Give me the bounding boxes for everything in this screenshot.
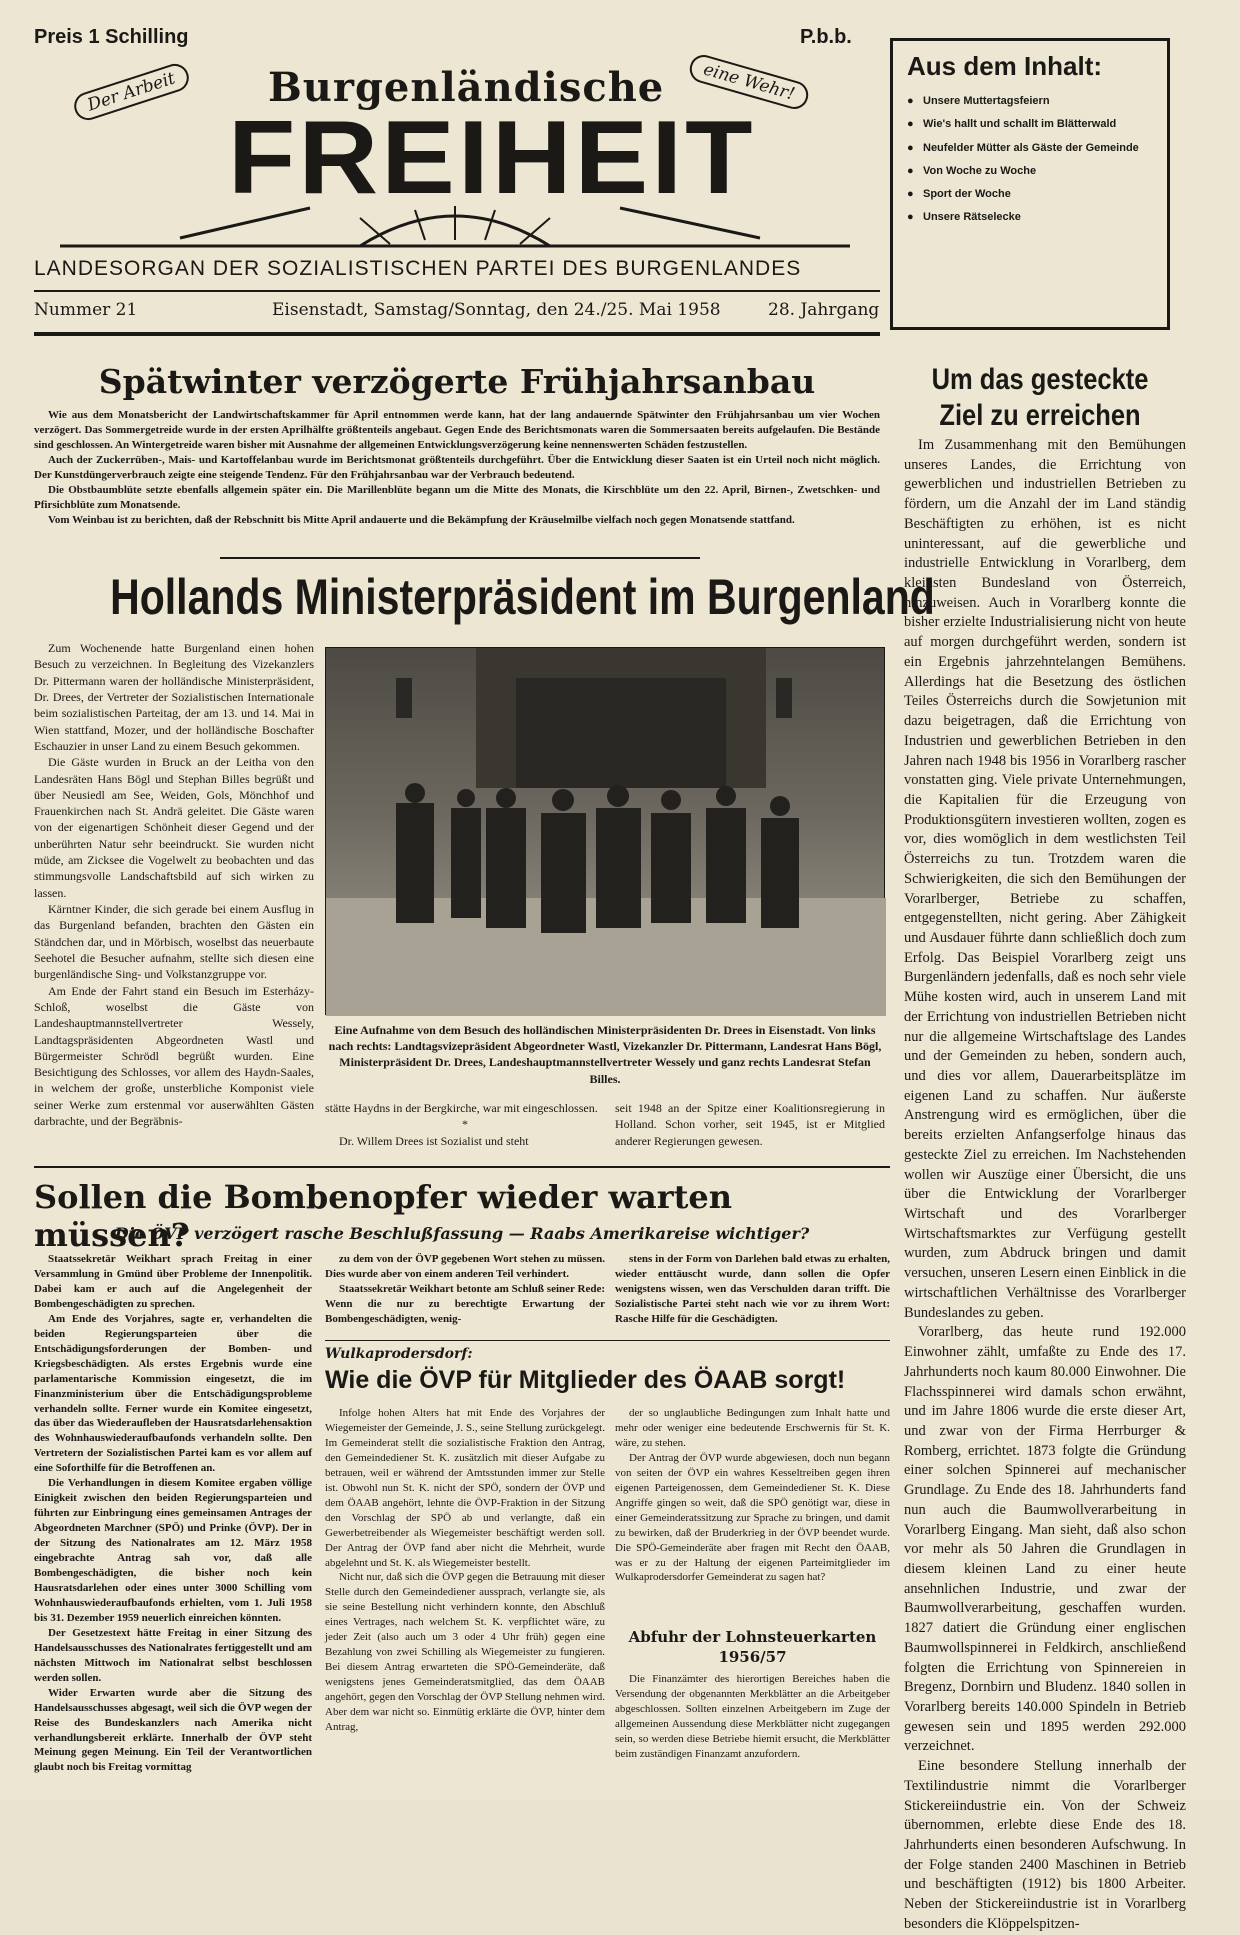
article5-separator — [325, 1340, 890, 1341]
organ-line: LANDESORGAN DER SOZIALISTISCHEN PARTEI DES BURGENLANDES — [34, 257, 802, 280]
issue-number: Nummer 21 — [34, 300, 138, 320]
article4-col3 — [615, 1252, 890, 1358]
article4-paragraph: zu dem von der ÖVP gegebenen Wort stehen zu müssen. Dies wurde aber von einem anderen Teil verhindert. — [325, 1253, 605, 1280]
contents-item: ● Unsere Muttertagsfeiern — [907, 94, 1153, 108]
article2-star: * — [462, 1117, 468, 1132]
contents-box — [890, 38, 1170, 330]
issue-date: Eisenstadt, Samstag/Sonntag, den 24./25. Mai 1958 — [272, 300, 721, 320]
ribbon-left: Der Arbeit — [71, 60, 193, 123]
article1-title: Spätwinter verzögerte Frühjahrsanbau — [98, 362, 816, 401]
article6-title-line1: Abfuhr der Lohnsteuerkarten — [628, 1628, 877, 1646]
article6-title — [615, 1628, 890, 1667]
price-label: Preis 1 Schilling — [34, 26, 189, 48]
ribbon-right: eine Wehr! — [687, 52, 812, 113]
article4-col2 — [325, 1252, 605, 1358]
article6-body — [615, 1672, 890, 1782]
article4-col1 — [34, 1252, 312, 1782]
article5-col2 — [615, 1406, 890, 1620]
article1-paragraph: Vom Weinbau ist zu berichten, daß der Rebschnitt bis Mitte April andauerte und die Bekämpfung der Kräuselmilbe vielfach noch gegen Monatsende stattfand. — [48, 513, 795, 526]
photo-caption: Eine Aufnahme von dem Besuch des holländischen Ministerpräsidenten Dr. Drees in Eisenstadt. Von links nach rechts: Landtagsvizepräsident Abgeordneter Wastl, Vizekanzler Dr. Pittermann, Landesrat Hans Bögl, Ministerpräsident Dr. Drees, Landeshauptmannstellvertreter Wessely und ganz rechts Landesrat Stefan Billes. — [328, 1023, 882, 1086]
issue-year: 28. Jahrgang — [768, 300, 880, 320]
article2-col2b-text: Dr. Willem Drees ist Sozialist und steht — [339, 1133, 529, 1148]
masthead-subtitle: Burgenländische — [268, 64, 665, 111]
article1-body — [34, 408, 880, 550]
article6-title-line2: 1956/57 — [718, 1647, 787, 1666]
article3-paragraph: Eine besondere Stellung innerhalb der Textilindustrie nimmt die Vorarlberger Stickereiindustrie ein. Von der Schweiz übernommen, erlebte diese Ende des 18. Jahrhunderts einen besonderen Aufschwung. In der Folge standen 2400 Maschinen in Betrieb und beschäftigten (1912) bis 1800 Arbeiter. Neben der Stickereiindustrie ist in Vorarlberg besonders die Klöppelspitzen- — [904, 1758, 1186, 1932]
article4-separator — [34, 1166, 890, 1168]
article3-title: Um das gesteckte Ziel zu erreichen — [931, 363, 1149, 432]
article4-title: Sollen die Bombenopfer wieder warten müssen? — [34, 1178, 732, 1254]
article1-paragraph: Auch der Zuckerrüben-, Mais- und Kartoffelanbau wurde im Berichtsmonat größtenteils durchgeführt. Über die Entwicklung dieser Saaten ist ein Urteil noch nicht möglich. Der Kunstdüngerverbrauch zeigte eine steigende Tendenz. Für den Frühjahrsanbau war der Verbrauch bedeutend. — [34, 453, 880, 481]
article1-separator — [220, 557, 700, 559]
article5-paragraph: Nicht nur, daß sich die ÖVP gegen die Betrauung mit dieser Stelle durch den Gemeindediener aussprach, verlangte sie, als sie seine Bestellung nicht verhindern konnte, den Abschluß eines Vertrages, nach welchem St. K. verpflichtet wäre, zu jeder Zeit (also auch um 3 oder 4 Uhr früh) gegen eine Bezahlung von zwei Schilling als Wiegemeister zu fungieren. Bei diesem Antrag erwarteten die SPÖ-Gemeinderäte, daß wenigstens jenes Gemeinderatsmitglied, das dem ÖAAB angehört, gegen den Vorschlag der ÖVP Stellung nehmen wird. Aber dem war nicht so. Einmütig erklärte die ÖVP, hinter dem Antrag, — [325, 1571, 605, 1734]
contents-item: ● Von Woche zu Woche — [907, 164, 1153, 178]
contents-item: ● Wie's hallt und schallt im Blätterwald — [907, 117, 1153, 131]
article3-paragraph: Im Zusammenhang mit den Bemühungen unseres Landes, die Errichtung von gewerblichen und industriellen Betrieben zu fördern, um die Anzahl der im Land ständig Beschäftigten zu erhöhen, ist es nicht uninteressant, auf die gewerbliche und industrielle Entwicklung in Vorarlberg, dem kleinsten Bundesland von Österreich, hinzuweisen. Auch in Vorarlberg konnte die bisher erzielte Industrialisierung nicht von heute auf morgen durchgeführt werden, sondern ist ein Ergebnis jahrzehntelangen Bemühens. Allerdings hat die Besetzung des östlichen Teiles Österreichs durch die Sowjetunion mit dazu beigetragen, daß die Errichtung von Industrien und gewerblichen Betrieben in den Jahren nach 1948 bis 1956 in Vorarlberg rascher vonstatten ging. Viele private Unternehmungen, die Kapitalien für die Erzeugung von Produktionsgütern investieren wollten, zogen es vor, dies womöglich in dem westlichsten Teil Österreichs zu tun. Trotzdem waren die Schwierigkeiten, die sich den Bemühungen der Vorarlberger, Betriebe zu schaffen, entgegenstellten, nicht gering. Aber Zähigkeit und Ausdauer führte dann schließlich doch zum Erfolg. Das Beispiel Vorarlberg zeigt uns Burgenländern jedenfalls, daß es noch sehr viele Mühe kosten wird, auch in unserem Land mit der Errichtung von industriellen Betrieben nicht nur die allgemeine Wirtschaftslage des Landes und der Gemeinden zu heben, sondern auch, und dies vor allem, Dauerarbeitsplätze im eigenen Land zu schaffen. Nur äußerste Anstrengung wird es ermöglichen, über die bereits erzielten Anfangserfolge hinaus das gesteckte Ziel zu erreichen. Im Nachstehenden wollen wir Auszüge einer Übersicht, die uns über die Entwicklung der Vorarlberger Wirtschaft und des Vorarlberger Wirtschaftsmarktes zur Verfügung gestellt wurden, zum Abdruck bringen und damit versuchen, unseren Lesern einen Einblick in die wirtschaftlichen Verhältnisse des Vorarlberger Bundeslandes zu geben. — [904, 437, 1186, 1321]
contents-title: Aus dem Inhalt: — [907, 51, 1103, 81]
article5-paragraph: der so unglaubliche Bedingungen zum Inhalt hatte und mehr oder weniger eine bedeutende Erschwernis für St. K. wäre, zu stehen. — [615, 1407, 890, 1449]
article2-paragraph: Kärntner Kinder, die sich gerade bei einem Ausflug in das Burgenland befanden, brachten den Gästen ein Ständchen dar, und in Mörbisch, woselbst das neuerbaute Seehotel die Besucher aufnahm, stellte sich diesen eine burgenländische Sing- und Volkstanzgruppe vor. — [34, 902, 314, 982]
article2-col2-text: stätte Haydns in der Bergkirche, war mit eingeschlossen. — [325, 1101, 598, 1115]
article4-paragraph: Wider Erwarten wurde aber die Sitzung des Handelsausschusses abgesagt, weil sich die ÖVP wegen der Reise des Bundeskanzlers nach Amerika nicht verhandlungsbereit erklärte. Innerhalb der ÖVP steht Meinung gegen Meinung. Ein Teil der Verantwortlichen glaubt noch bis Freitag vormittag — [34, 1686, 312, 1774]
article5-title: Wie die ÖVP für Mitglieder des ÖAAB sorgt! — [325, 1366, 846, 1394]
article2-title: Hollands Ministerpräsident im Burgenland — [110, 569, 935, 625]
article4-paragraph: Am Ende des Vorjahres, sagte er, verhandelten die beiden Regierungsparteien über die Entschädigungsforderungen der Bomben- und Kriegsbeschädigten. Als erstes Ergebnis wurde eine parlamentarische Kommission eingesetzt, die im Finanzministerium über die Entschädigungsprobleme verhandeln sollte. Ferner wurde ein Komitee eingesetzt, das über das Wiederaufleben der Hausratsdarlehensaktion des Wohnhauswiederaufbaufonds verhandeln sollte. Den Vertretern der Sozialistischen Partei kam es vor allem auf eine Soforthilfe für die Betroffenen an. — [34, 1312, 312, 1475]
article4-subtitle: Die ÖVP verzögert rasche Beschlußfassung — Raabs Amerikareise wichtiger? — [114, 1224, 810, 1243]
article2-col1 — [34, 640, 314, 1156]
article4-paragraph: Staatssekretär Weikhart betonte am Schluß seiner Rede: Wenn die nur zu berechtigte Erwartung der Bombengeschädigten, wenig- — [325, 1282, 605, 1325]
photo-visit — [325, 647, 885, 1015]
sunrise-graphic — [60, 196, 850, 250]
article2-paragraph: Am Ende der Fahrt stand ein Besuch im Esterházy-Schloß, woselbst die Gäste von Landeshauptmannstellvertreter Wessely, Landtagspräsidenten Abgeordneten Wastl und Bürgermeister Schrödl begrüßt wurden. Eine Besichtigung des Schlosses, vor allem des Haydn-Saales, in welchem der große, unsterbliche Komponist viele seiner Werke zum erstenmal vor auserwählten Gästen darbrachte, und der Begräbnis- — [34, 983, 314, 1129]
article4-paragraph: Staatssekretär Weikhart sprach Freitag in einer Versammlung in Gmünd über Probleme der Innenpolitik. Dabei kam er auch auf die Angelegenheit der Bombengeschädigten zu sprechen. — [34, 1253, 312, 1310]
photo-scene — [326, 648, 886, 1016]
article5-col1 — [325, 1406, 605, 1784]
article4-paragraph: Der Gesetzestext hätte Freitag in einer Sitzung des Handelsausschusses des Nationalrates fertiggestellt und am nächsten Mittwoch im Nationalrat selbst beschlossen werden sollen. — [34, 1626, 312, 1684]
masthead-title: FREIHEIT — [228, 100, 756, 216]
article2-paragraph: Zum Wochenende hatte Burgenland einen hohen Besuch zu verzeichnen. In Begleitung des Vizekanzlers Dr. Pittermann waren der holländische Ministerpräsident, Dr. Drees, der Vertreter der Sozialistischen Internationale beim sozialistischen Parteitag, der am 13. und 14. Mai in Wien stattfand, Mozer, und der holländische Boschafter Eschauzier in unser Land zu einem Besuch gekommen. — [34, 641, 314, 753]
article5-tag: Wulkaprodersdorf: — [325, 1346, 473, 1362]
header-rule-top — [34, 290, 880, 292]
article3-paragraph: Vorarlberg, das heute rund 192.000 Einwohner zählt, umfaßte zu Ende des 17. Jahrhunderts noch kaum 80.000 Einwohner. Die Flachsspinnerei wird damals schon erwähnt, und im Jahre 1806 wurde die erste dieser Art, und zwar von der Firma Herrburger & Romberg, errichtet. 1873 folgte die Gründung einer solchen Spinnerei auf mechanischer Grundlage. Zu Ende des 18. Jahrhunderts fand nun auch die Baumwollverarbeitung in Vorarlberg Eingang. Man sieht, daß also schon vor mehr als 50 Jahren die Grundlagen in diesem kleinen Land zu einer heute ansehnlichen Industrie, und zwar der Baumwollverarbeitung, geschaffen wurden. 1827 datiert die Gründung einer englischen Baumwollspinnerei in Feldkirch, anschließend folgten die Errichtung von Spinnereien in Bregenz, Dornbirn und Bludenz. 1840 sollen in Vorarlberg bereits 140.000 Spindeln in Betrieb gewesen sein und 1895 werden 292.000 verzeichnet. — [904, 1324, 1186, 1755]
article1-paragraph: Die Obstbaumblüte setzte ebenfalls allgemein später ein. Die Marillenblüte begann um die Mitte des Monats, die Kirschblüte um den 22. April, Birnen-, Zwetschken- und Pfirsichblüte zum Monatsende. — [34, 483, 880, 511]
pbb-label: P.b.b. — [800, 26, 852, 48]
article4-paragraph: stens in der Form von Darlehen bald etwas zu erhalten, wieder enttäuscht wurde, dann sollen die Opfer wenigstens wissen, wen das Verschulden daran trifft. Die Sozialistische Partei steht nach wie vor zu ihrem Wort: Rasche Hilfe für die Geschädigten. — [615, 1253, 890, 1325]
article5-paragraph: Der Antrag der ÖVP wurde abgewiesen, doch nun begann von seiten der ÖVP ein wahres Kesseltreiben gegen ihren eigenen Parteigenossen, dem Gemeindediener St. K. Diese Angriffe gingen so weit, daß die SPÖ genötigt war, diese in einer Gemeinderatssitzung zur Sprache zu bringen, und damit zu bewirken, daß der Bruderkrieg in der ÖVP beendet wurde. Die SPÖ-Gemeinderäte aber fragen mit Recht den ÖAAB, was er zu der Haltung der eigenen Parteimitglieder im Wulkaprodersdorfer Gemeinderat zu sagen hat? — [615, 1451, 890, 1584]
contents-item: ● Unsere Rätselecke — [907, 210, 1153, 224]
contents-item: ● Neufelder Mütter als Gäste der Gemeinde — [907, 141, 1153, 155]
article2-col3: seit 1948 an der Spitze einer Koalitionsregierung in Holland. Schon vorher, seit 1945, ist er Mitglied anderer Regierungen gewesen. — [615, 1101, 885, 1148]
contents-item: ● Sport der Woche — [907, 187, 1153, 201]
article4-paragraph: Die Verhandlungen in diesem Komitee ergaben völlige Einigkeit zwischen den beiden Regierungsparteien und führten zur Einbringung eines gemeinsamen Antrages der Abgeordneten Marchner (SPÖ) und Prinke (ÖVP). Der in der Sitzung des Nationalrates am 12. März 1958 eingebrachte Antrag sah vor, daß alle Bombengeschädigten, die bisher noch kein Hausratsdarlehen oder eines unter 3000 Schilling vom Wohnhauswiederaufbaufonds erhielten, vom 1. Juli 1958 bis 31. Dezember 1959 neuerlich einreichen könnten. — [34, 1477, 312, 1624]
header-rule-bottom — [34, 332, 880, 336]
article5-paragraph: Infolge hohen Alters hat mit Ende des Vorjahres der Wiegemeister der Gemeinde, J. S., seine Stellung zurückgelegt. Im Gemeinderat stellt die sozialistische Fraktion den Antrag, den Gemeindediener St. K. zusätzlich mit dieser Aufgabe zu betrauen, weil er während der Amtsstunden immer zur Stelle ist. Obwohl nun St. K. nicht der SPÖ, sondern der ÖVP und dem ÖAAB angehört, lehnte die ÖVP-Fraktion in der Sitzung den Vorschlag der SPÖ ab und verlangte, daß ein Gewerbetreibender als Wiegemeister beschäftigt werden soll. Der Antrag der ÖVP fand aber nicht die Mehrheit, wurde abgelehnt und St. K. als Wiegemeister bestellt. — [325, 1407, 605, 1569]
article2-col2 — [325, 1100, 605, 1149]
article3-body — [904, 436, 1186, 1932]
article2-paragraph: Die Gäste wurden in Bruck an der Leitha von den Landesräten Hans Bögl und Stephan Billes begrüßt und über Neusiedl am See, Weiden, Gols, Mönchhof und Frauenkirchen nach St. Andrä geleitet. Die Gäste waren von der eigenartigen Schönheit dieser Gegend und der unberührten Natur sehr beeindruckt. Sie wurden nicht müde, am Zicksee die Vogelwelt zu beobachten und das stimmungsvolle Landschaftsbild auf sich wirken zu lassen. — [34, 755, 314, 900]
article6-paragraph: Die Finanzämter des hierortigen Bereiches haben die Versendung der obgenannten Merkblätter an die Arbeitgeber abgeschlossen. Sollten einzelnen Arbeitgebern im Zuge der allgemeinen Aussendung diese Merkblätter nicht zugegangen sein, so werden diese Betriebe hiemit ersucht, die Merkblätter beim zuständigen Finanzamt anzufordern. — [615, 1673, 890, 1760]
article1-paragraph: Wie aus dem Monatsbericht der Landwirtschaftskammer für April entnommen werde kann, hat der lang andauernde Spätwinter den Frühjahrsanbau um vier Wochen verzögert. Das Sommergetreide wurde in der ersten Aprilhälfte größtenteils angebaut. Gegen Ende des Berichtsmonats waren die Sommersaaten bereits aufgelaufen. Die Bestände sind geschlossen. An Wintergetreide waren bisher mit Ausnahme der allgemeinen Entwicklungsverzögerung keine nennenswerten Schäden festzustellen. — [34, 409, 880, 451]
